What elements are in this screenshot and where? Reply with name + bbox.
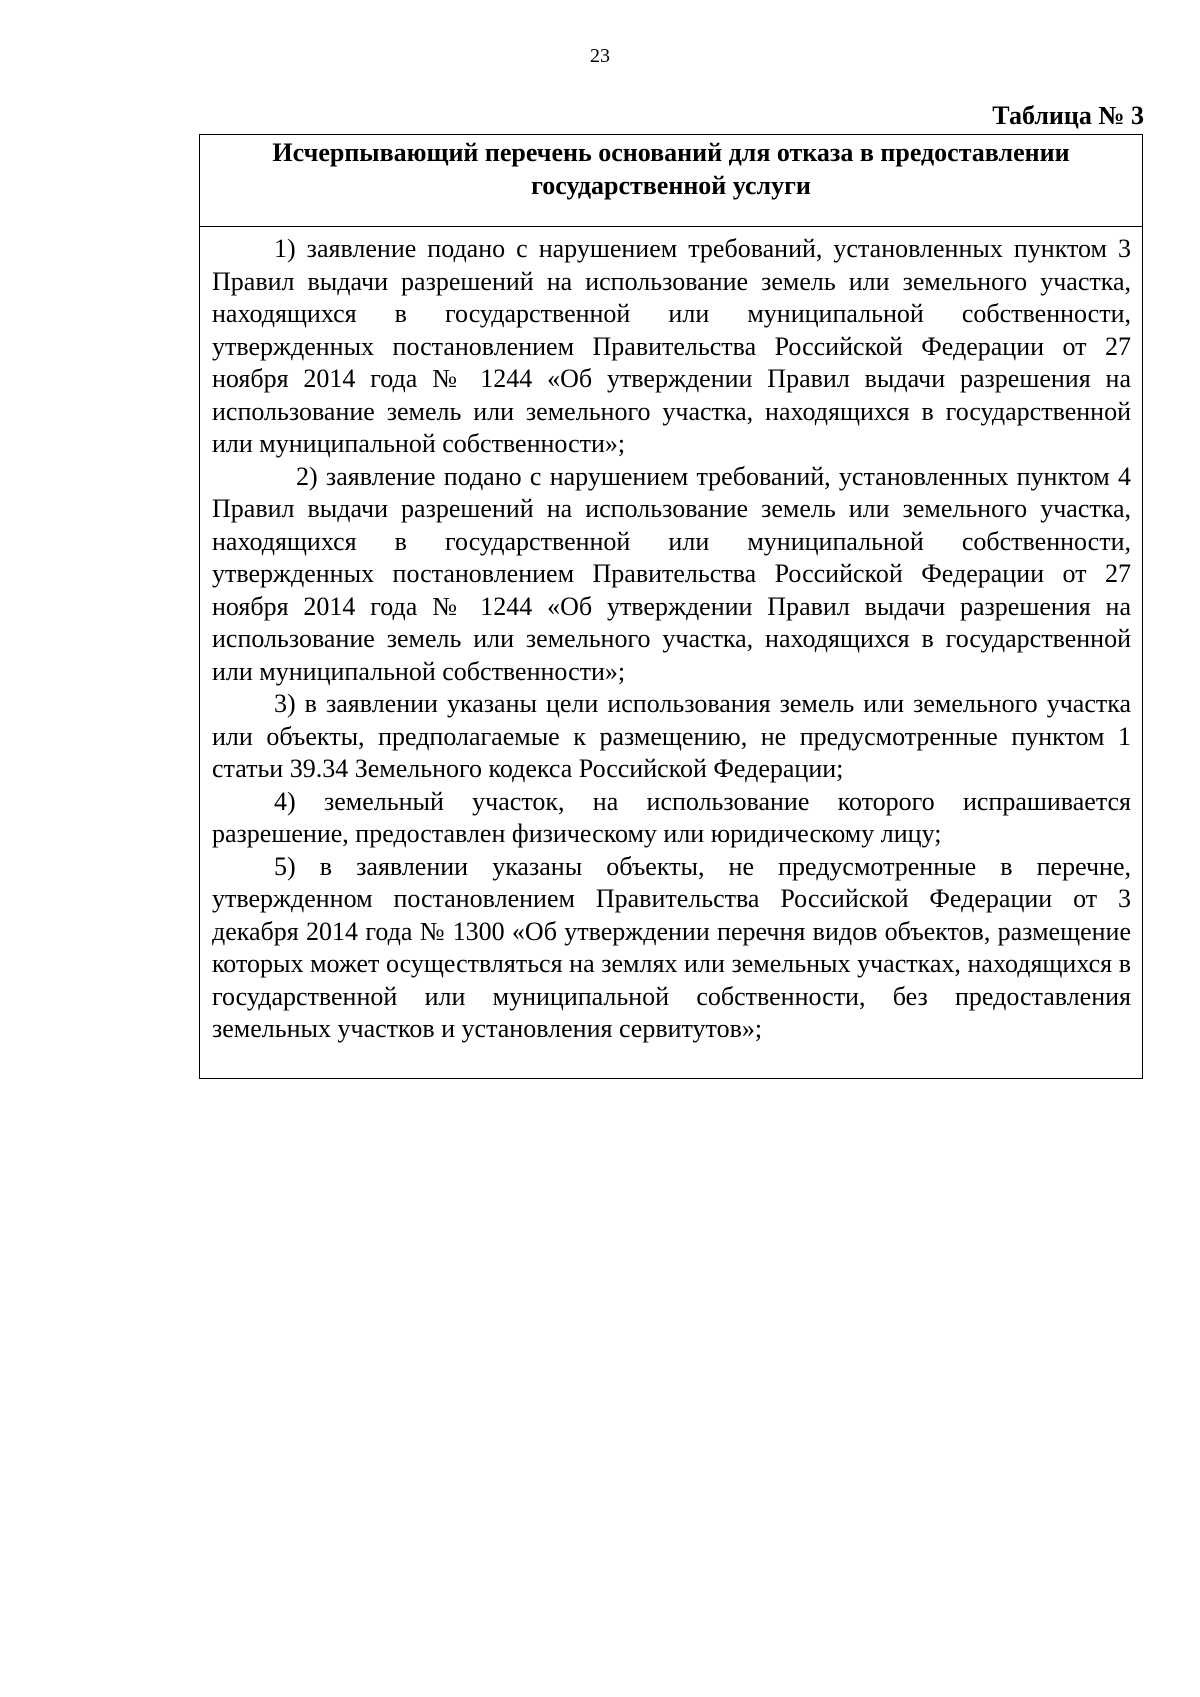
refusal-grounds-table: [199, 134, 1143, 1079]
list-item: 2) заявление подано с нарушением требований, установленных пунктом 4 Правил выдачи разрешений на использование земель или земельного участка, находящихся в государственной или муниципальной собственности, утвержденных постановлением Правительства Российской Федерации от 27 ноября 2014 года № 1244 «Об утверждении Правил выдачи разрешения на использование земель или земельного участка, находящихся в государственной или муниципальной собственности»;: [212, 461, 1131, 686]
page-number: 23: [590, 45, 610, 67]
list-item: 1) заявление подано с нарушением требований, установленных пунктом 3 Правил выдачи разрешений на использование земель или земельного участка, находящихся в государственной или муниципальной собственности, утвержденных постановлением Правительства Российской Федерации от 27 ноября 2014 года № 1244 «Об утверждении Правил выдачи разрешения на использование земель или земельного участка, находящихся в государственной или муниципальной собственности»;: [212, 234, 1131, 458]
table-header-line-1: Исчерпывающий перечень оснований для отказа в предоставлении: [272, 138, 1070, 167]
table-header: [200, 135, 1142, 227]
table-body: [200, 227, 1142, 1078]
list-item: 4) земельный участок, на использование которого испрашивается разрешение, предоставлен физическому или юридическому лицу;: [212, 786, 1131, 848]
table-label: Таблица № 3: [992, 101, 1144, 130]
list-item: 3) в заявлении указаны цели использования земель или земельного участка или объекты, предполагаемые к размещению, не предусмотренные пунктом 1 статьи 39.34 Земельного кодекса Российской Федерации;: [212, 689, 1131, 783]
table-header-line-2: государственной услуги: [531, 170, 811, 200]
list-item: 5) в заявлении указаны объекты, не предусмотренные в перечне, утвержденном постановлением Правительства Российской Федерации от 3 декабря 2014 года № 1300 «Об утверждении перечня видов объектов, размещение которых может осуществляться на землях или земельных участках, находящихся в государственной или муниципальной собственности, без предоставления земельных участков и установления сервитутов»;: [212, 851, 1131, 1043]
